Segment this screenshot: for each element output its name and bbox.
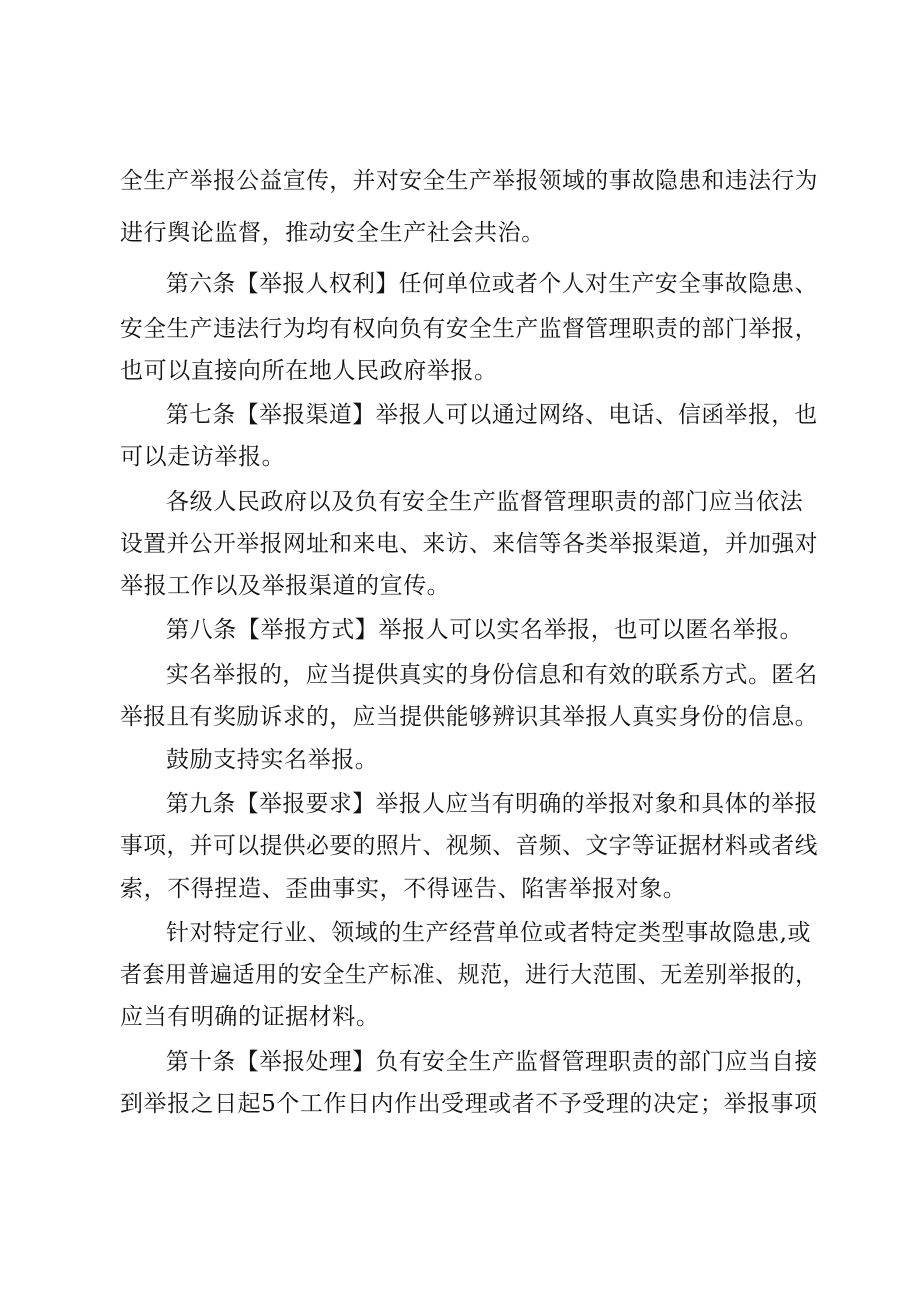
text-line: 索，不得捏造、歪曲事实，不得诬告、陷害举报对象。 xyxy=(120,876,687,902)
article-heading-line: 第六条【举报人权利】任何单位或者个人对生产安全事故隐患、 xyxy=(166,271,818,297)
text-line: 举报工作以及举报渠道的宣传。 xyxy=(120,573,451,599)
text-line: 也可以直接向所在地人民政府举报。 xyxy=(120,358,498,384)
text-line: 应当有明确的证据材料。 xyxy=(120,1004,380,1030)
paragraph-start-line: 实名举报的，应当提供真实的身份信息和有效的联系方式。匿名 xyxy=(166,662,818,688)
text-line: 到举报之日起5个工作日内作出受理或者不予受理的决定；举报事项 xyxy=(120,1091,818,1117)
text-line: 设置并公开举报网址和来电、来访、来信等各类举报渠道，并加强对 xyxy=(120,531,819,557)
text-line: 进行舆论监督，推动安全生产社会共治。 xyxy=(120,220,545,246)
text-line: 者套用普遍适用的安全生产标准、规范，进行大范围、无差别举报的， xyxy=(120,962,818,988)
article-heading-line: 第九条【举报要求】举报人应当有明确的举报对象和具体的举报 xyxy=(166,791,818,817)
text-line: 全生产举报公益宣传，并对安全生产举报领域的事故隐患和违法行为 xyxy=(120,168,819,194)
text-line: 安全生产违法行为均有权向负有安全生产监督管理职责的部门举报， xyxy=(120,316,819,342)
paragraph-start-line: 针对特定行业、领域的生产经营单位或者特定类型事故隐患,或 xyxy=(166,920,812,946)
article-heading-line: 第八条【举报方式】举报人可以实名举报，也可以匿名举报。 xyxy=(166,617,804,643)
paragraph-start-line: 鼓励支持实名举报。 xyxy=(166,747,379,773)
article-heading-line: 第十条【举报处理】负有安全生产监督管理职责的部门应当自接 xyxy=(166,1049,818,1075)
text-line: 可以走访举报。 xyxy=(120,444,286,470)
text-line: 事项，并可以提供必要的照片、视频、音频、文字等证据材料或者线 xyxy=(120,833,819,859)
article-heading-line: 第七条【举报渠道】举报人可以通过网络、电话、信函举报，也 xyxy=(166,402,818,428)
paragraph-start-line: 各级人民政府以及负有安全生产监督管理职责的部门应当依法 xyxy=(166,489,804,515)
text-line: 举报且有奖励诉求的，应当提供能够辨识其举报人真实身份的信息。 xyxy=(120,704,819,730)
